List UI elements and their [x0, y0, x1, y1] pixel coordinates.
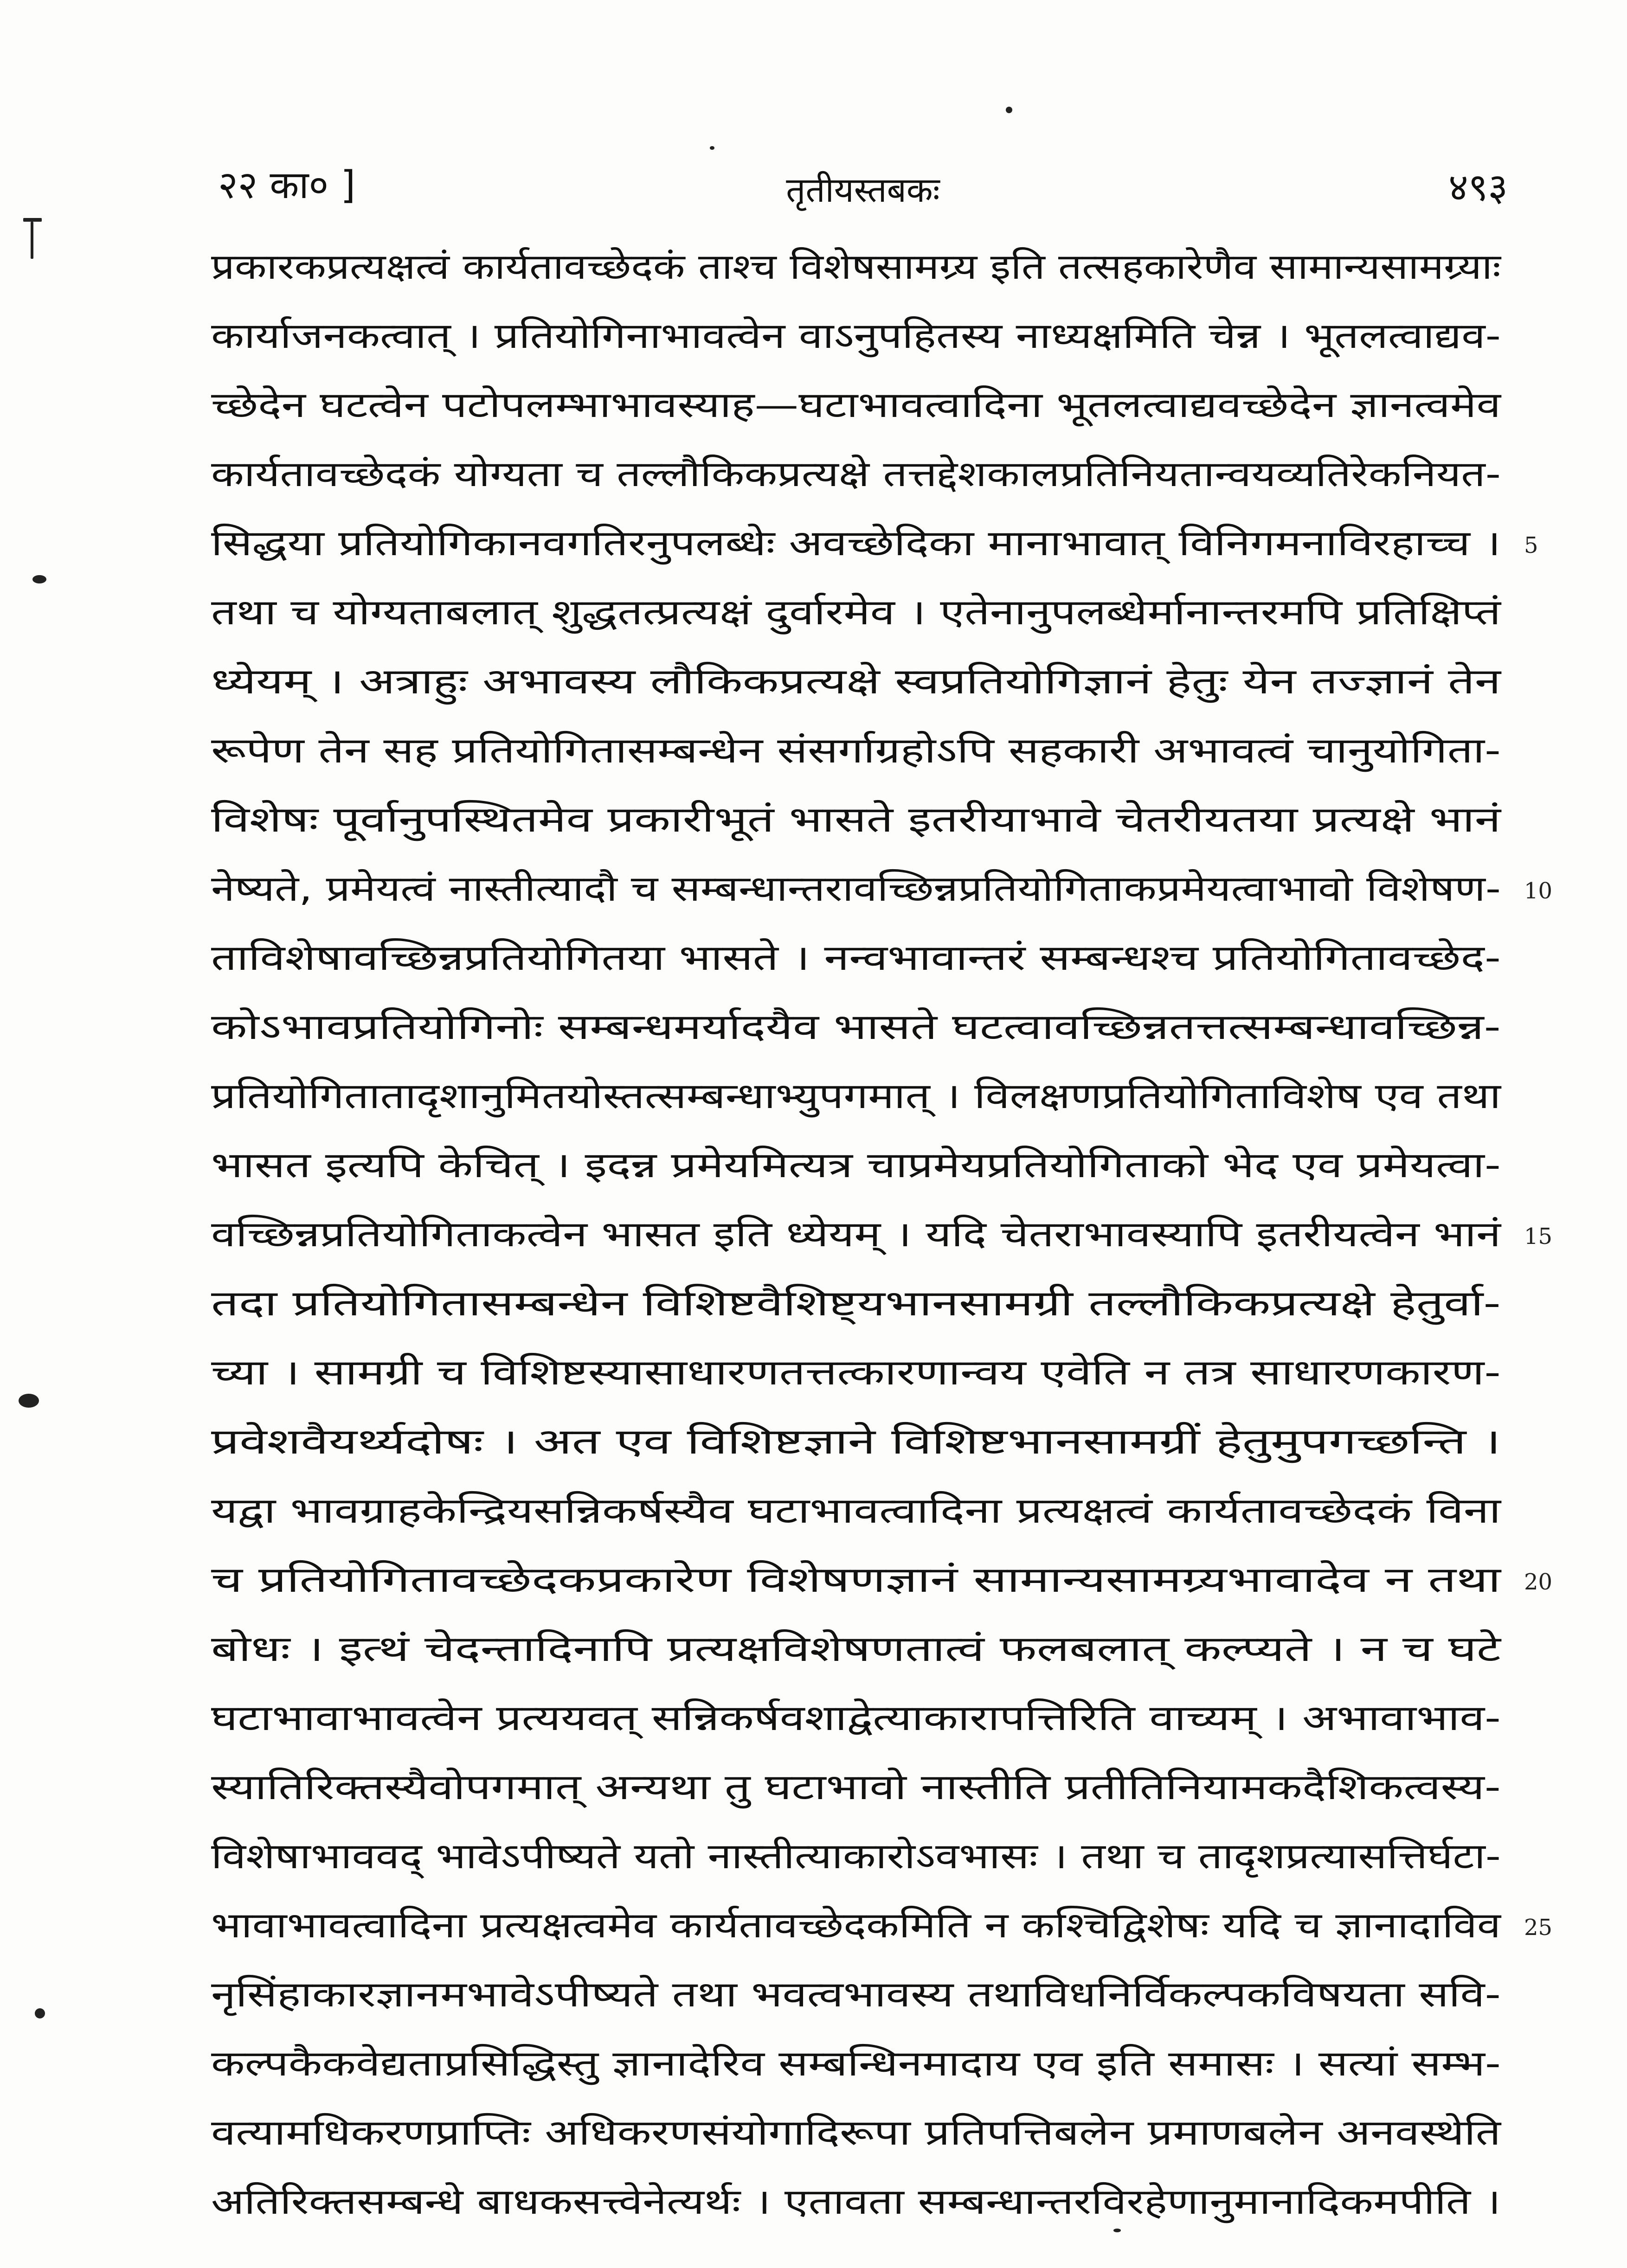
text-line — [211, 1752, 1501, 1821]
header-chapter-title: तृतीयस्तबकः — [786, 170, 940, 210]
line-text: कल्पकैकवेद्यताप्रसिद्धिस्तु ज्ञानादेरिव सम्बन्धिनमादाय एव इति समासः । सत्यां सम्भ- — [211, 2043, 1501, 2084]
scan-speck — [23, 218, 42, 222]
line-text: विशेषः पूर्वानुपस्थितमेव प्रकारीभूतं भासते इतरीयाभावे चेतरीयतया प्रत्यक्षे भानं — [211, 799, 1501, 840]
line-text: कार्याजनकत्वात् । प्रतियोगिनाभावत्वेन वाऽनुपहितस्य नाध्यक्षमिति चेन्न । भूतलत्वाद्यव- — [211, 315, 1501, 356]
line-number: 10 — [1524, 878, 1553, 904]
line-number: 5 — [1524, 532, 1538, 558]
line-number: 15 — [1524, 1224, 1553, 1249]
line-text: कार्यतावच्छेदकं योग्यता च तल्लौकिकप्रत्यक्षे तत्तद्देशकालप्रतिनियतान्वयव्यतिरेकनियत- — [211, 453, 1501, 494]
text-line — [211, 1269, 1501, 1338]
text-line — [211, 923, 1501, 992]
scan-speck — [1006, 107, 1012, 113]
text-line — [211, 232, 1501, 301]
line-text: तथा च योग्यताबलात् शुद्धतत्प्रत्यक्षं दुर्वारमेव । एतेनानुपलब्धेर्मानान्तरमपि प्रतिक्षिप्तं — [211, 591, 1501, 633]
text-line — [211, 1890, 1553, 1960]
text-line — [211, 2029, 1501, 2098]
text-line — [211, 1960, 1501, 2029]
text-line — [211, 1545, 1553, 1614]
scan-speck — [710, 146, 714, 150]
text-line — [211, 370, 1501, 439]
line-text: रूपेण तेन सह प्रतियोगितासम्बन्धेन संसर्गाग्रहोऽपि सहकारी अभावत्वं चानुयोगिता- — [211, 730, 1501, 771]
line-text: वच्छिन्नप्रतियोगिताकत्वेन भासत इति ध्येयम् । यदि चेतराभावस्यापि इतरीयत्वेन भानं — [211, 1213, 1501, 1255]
text-line — [211, 439, 1501, 508]
scan-speck — [31, 222, 33, 259]
line-text: विशेषाभाववद् भावेऽपीष्यते यतो नास्तीत्याकारोऽवभासः । तथा च तादृशप्रत्यासत्तिर्घटा- — [211, 1835, 1501, 1877]
scan-speck — [19, 1394, 39, 1408]
line-text: अतिरिक्तसम्बन्धे बाधकसत्त्वेनेत्यर्थः । एतावता सम्बन्धान्तरविरहेणानुमानादिकमपीति । — [211, 2181, 1501, 2222]
line-text: भासत इत्यपि केचित् । इदन्न प्रमेयमित्यत्र चाप्रमेयप्रतियोगिताको भेद एव प्रमेयत्वा- — [211, 1144, 1501, 1185]
text-line — [211, 1683, 1501, 1752]
scan-speck — [35, 2008, 45, 2018]
text-line — [211, 1061, 1501, 1130]
text-line — [211, 1476, 1501, 1545]
line-text: घटाभावाभावत्वेन प्रत्ययवत् सन्निकर्षवशाद्वेत्याकारापत्तिरिति वाच्यम् । अभावाभाव- — [211, 1697, 1501, 1738]
scan-speck — [32, 575, 46, 583]
line-text: प्रकारकप्रत्यक्षत्वं कार्यतावच्छेदकं ताश्च विशेषसामग्र्य इति तत्सहकारेणैव सामान्यसामग्र्याः — [211, 246, 1501, 287]
text-line — [211, 716, 1501, 785]
line-text: यद्वा भावग्राहकेन्द्रियसन्निकर्षस्यैव घटाभावत्वादिना प्रत्यक्षत्वं कार्यतावच्छेदकं विना — [211, 1490, 1501, 1531]
line-number: 25 — [1524, 1915, 1553, 1941]
line-text: ध्येयम् । अत्राहुः अभावस्य लौकिकप्रत्यक्षे स्वप्रतियोगिज्ञानं हेतुः येन तज्ज्ञानं तेन — [211, 660, 1501, 702]
line-text: नृसिंहाकारज्ञानमभावेऽपीष्यते तथा भवत्वभावस्य तथाविधनिर्विकल्पकविषयता सवि- — [211, 1973, 1501, 2015]
text-line — [211, 2098, 1501, 2167]
line-text: कोऽभावप्रतियोगिनोः सम्बन्धमर्यादयैव भासते घटत्वावच्छिन्नतत्तत्सम्बन्धावच्छिन्न- — [211, 1006, 1501, 1047]
page-header — [218, 153, 1508, 218]
line-text: नेष्यते, प्रमेयत्वं नास्तीत्यादौ च सम्बन्धान्तरावच्छिन्नप्रतियोगिताकप्रमेयत्वाभावो विशेषण- — [211, 868, 1501, 909]
line-text: च्या । सामग्री च विशिष्टस्यासाधारणतत्तत्कारणान्वय एवेति न तत्र साधारणकारण- — [211, 1352, 1501, 1393]
line-text: सिद्धया प्रतियोगिकानवगतिरनुपलब्धेः अवच्छेदिका मानाभावात् विनिगमनाविरहाच्च । — [211, 522, 1501, 564]
line-text: भावाभावत्वादिना प्रत्यक्षत्वमेव कार्यतावच्छेदकमिति न कश्चिद्विशेषः यदि च ज्ञानादाविव — [211, 1904, 1501, 1946]
header-section-label: २२ का० ] — [218, 163, 356, 207]
line-text: तदा प्रतियोगितासम्बन्धेन विशिष्टवैशिष्ट्यभानसामग्री तल्लौकिकप्रत्यक्षे हेतुर्वा- — [211, 1282, 1501, 1324]
line-text: प्रवेशवैयर्थ्यदोषः । अत एव विशिष्टज्ञाने विशिष्टभानसामग्रीं हेतुमुपगच्छन्ति । — [211, 1421, 1501, 1462]
line-text: च प्रतियोगितावच्छेदकप्रकारेण विशेषणज्ञानं सामान्यसामग्र्यभावादेव न तथा — [211, 1559, 1501, 1600]
line-text: स्यातिरिक्तस्यैवोपगमात् अन्यथा तु घटाभावो नास्तीति प्रतीतिनियामकदैशिकत्वस्य- — [211, 1766, 1501, 1807]
text-line — [211, 1821, 1501, 1890]
text-line — [211, 1130, 1501, 1199]
text-line — [211, 1407, 1501, 1476]
text-line — [211, 647, 1501, 716]
text-line — [211, 854, 1553, 923]
text-line — [211, 508, 1538, 577]
text-line — [211, 1614, 1501, 1683]
line-text: प्रतियोगितातादृशानुमितयोस्तत्सम्बन्धाभ्युपगमात् । विलक्षणप्रतियोगिताविशेष एव तथा — [211, 1075, 1501, 1116]
line-text: च्छेदेन घटत्वेन पटोपलम्भाभावस्याह—घटाभावत्वादिना भूतलत्वाद्यवच्छेदेन ज्ञानत्वमेव — [211, 384, 1501, 425]
text-line — [211, 1338, 1501, 1407]
line-text: बोधः । इत्थं चेदन्तादिनापि प्रत्यक्षविशेषणतात्वं फलबलात् कल्प्यते । न च घटे — [211, 1628, 1501, 1669]
text-line — [211, 992, 1501, 1061]
line-text: ताविशेषावच्छिन्नप्रतियोगितया भासते । नन्वभावान्तरं सम्बन्धश्च प्रतियोगितावच्छेद- — [211, 937, 1501, 978]
text-line — [211, 785, 1501, 854]
text-line — [211, 301, 1501, 370]
text-line — [211, 1199, 1553, 1269]
body-text — [211, 232, 1553, 2236]
text-line — [211, 2167, 1501, 2236]
line-text: वत्यामधिकरणप्राप्तिः अधिकरणसंयोगादिरूपा प्रतिपत्तिबलेन प्रमाणबलेन अनवस्थेति — [211, 2112, 1501, 2153]
line-number: 20 — [1524, 1569, 1553, 1595]
text-line — [211, 577, 1501, 647]
page-number: ४९३ — [1448, 166, 1508, 210]
